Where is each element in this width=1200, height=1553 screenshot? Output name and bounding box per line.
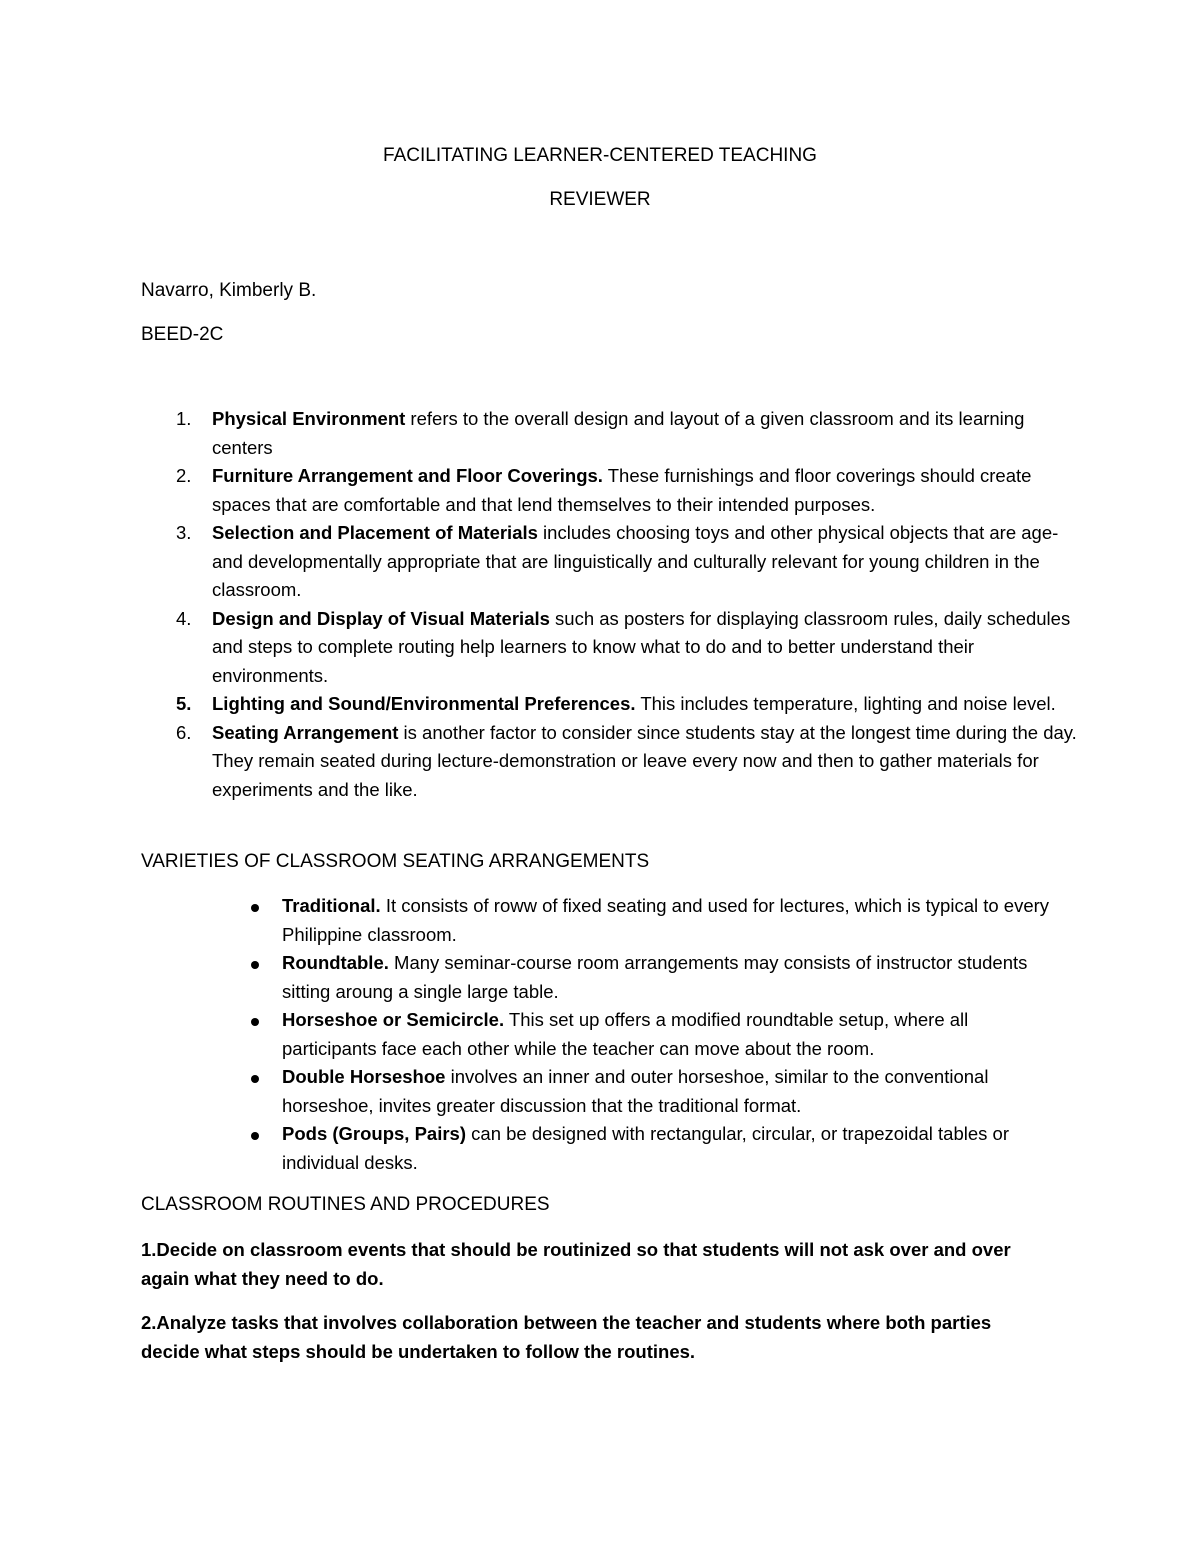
item-term: Furniture Arrangement and Floor Coverings. — [212, 465, 603, 486]
item-term: Selection and Placement of Materials — [212, 522, 538, 543]
student-section: BEED-2C — [141, 324, 224, 345]
item-term: Design and Display of Visual Materials — [212, 607, 550, 629]
item-text: is another factor to consider since students stay at the longest time during the day. They remain seated during lecture-demonstration or leave every now and then to gather materials for experiments and the like. — [212, 721, 1077, 800]
item-text: refers to the overall design and layout of a given classroom and its learning centers — [212, 408, 1025, 458]
item-term: Physical Environment — [212, 408, 406, 429]
bullet-icon — [251, 961, 259, 969]
document-title: FACILITATING LEARNER-CENTERED TEACHING — [383, 145, 817, 166]
item-text: can be designed with rectangular, circular, or trapezoidal tables or individual desks. — [282, 1123, 1009, 1173]
item-text: includes choosing toys and other physical objects that are age- and developmentally appropriate that are linguistically and culturally relevant for young children in the classroom. — [212, 522, 1059, 600]
seating-arrangements-list — [247, 892, 1067, 1177]
document-subtitle: REVIEWER — [549, 189, 651, 210]
item-text: such as posters for displaying classroom rules, daily schedules and steps to complete routing help learners to know what to do and to better understand their environments. — [212, 607, 1071, 686]
list-item — [141, 519, 1081, 605]
item-text: This set up offers a modified roundtable setup, where all participants face each other while the teacher can move about the room. — [282, 1009, 969, 1059]
item-number: 2. — [176, 465, 192, 486]
item-number: 4. — [176, 607, 192, 629]
item-term: Horseshoe or Semicircle. — [282, 1009, 505, 1030]
bullet-icon — [251, 1075, 259, 1083]
item-number: 3. — [176, 522, 192, 543]
routine-step-2: 2.Analyze tasks that involves collaboration between the teacher and students where both parties decide what steps should be undertaken to follow the routines. — [141, 1312, 992, 1362]
list-item — [141, 405, 1081, 462]
item-term: Pods (Groups, Pairs) — [282, 1123, 467, 1144]
item-text: These furnishings and floor coverings should create spaces that are comfortable and that lend themselves to their intended purposes. — [212, 465, 1032, 515]
list-item — [141, 605, 1081, 691]
item-text: Many seminar-course room arrangements may consists of instructor students sitting aroung a single large table. — [282, 952, 1028, 1002]
item-term: Seating Arrangement — [212, 721, 399, 743]
routines-heading: CLASSROOM ROUTINES AND PROCEDURES — [141, 1194, 550, 1215]
item-text: This includes temperature, lighting and noise level. — [635, 693, 1056, 714]
list-item — [247, 1120, 1067, 1177]
seating-heading: VARIETIES OF CLASSROOM SEATING ARRANGEMENTS — [141, 851, 650, 872]
routine-step-1: 1.Decide on classroom events that should be routinized so that students will not ask over and over again what they need to do. — [141, 1239, 1011, 1289]
item-text: It consists of roww of fixed seating and used for lectures, which is typical to every Philippine classroom. — [282, 895, 1050, 945]
student-name: Navarro, Kimberly B. — [141, 280, 317, 301]
bullet-icon — [251, 1018, 259, 1026]
list-item — [141, 690, 1081, 719]
list-item — [247, 1063, 1067, 1120]
item-term: Lighting and Sound/Environmental Preferences. — [212, 693, 636, 714]
bullet-icon — [251, 1132, 259, 1140]
item-term: Roundtable. — [282, 952, 389, 973]
item-number: 6. — [176, 721, 192, 743]
item-number: 5. — [176, 693, 192, 714]
list-item — [141, 719, 1081, 805]
list-item — [247, 1006, 1067, 1063]
bullet-icon — [251, 904, 259, 912]
list-item — [247, 949, 1067, 1006]
item-text: involves an inner and outer horseshoe, similar to the conventional horseshoe, invites greater discussion that the traditional format. — [282, 1066, 989, 1116]
environment-factors-list — [141, 405, 1081, 804]
item-term: Double Horseshoe — [282, 1066, 446, 1087]
item-term: Traditional. — [282, 895, 381, 916]
list-item — [141, 462, 1081, 519]
item-number: 1. — [176, 408, 192, 429]
list-item — [247, 892, 1067, 949]
